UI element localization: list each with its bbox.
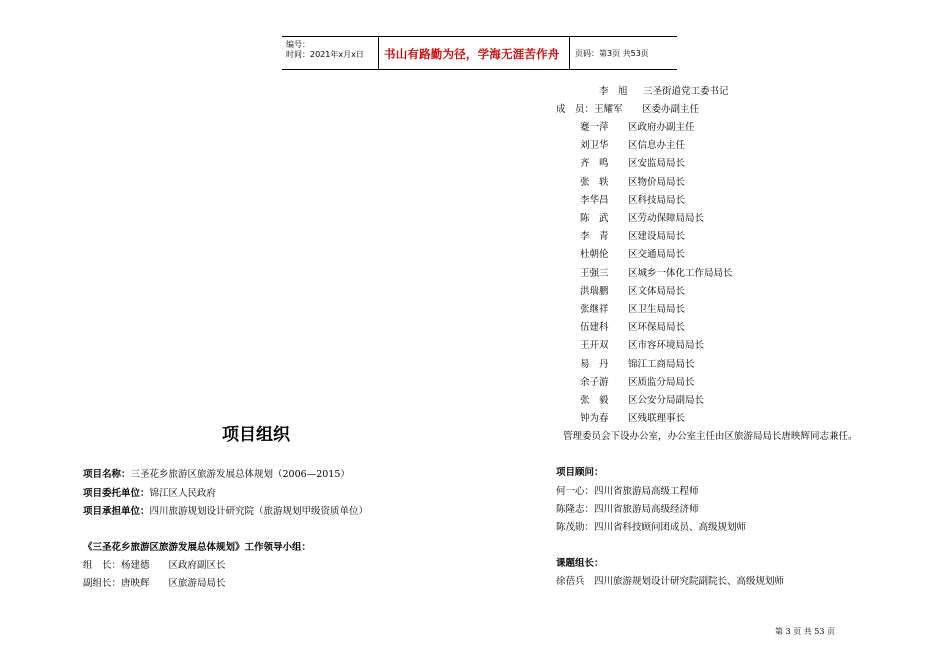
project-name-label: 项目名称： — [83, 469, 131, 480]
header-number: 编号： — [286, 40, 310, 49]
member-name: 蹇一萍 — [580, 122, 609, 133]
member-role: 区委办副主任 — [642, 104, 700, 115]
page-title: 项目组织 — [222, 425, 290, 445]
header-motto-cell — [379, 37, 570, 69]
member-row — [580, 322, 685, 334]
member-role: 区文体局局长 — [628, 285, 686, 297]
member-row — [580, 140, 685, 152]
member-name: 王开双 — [580, 340, 609, 352]
member-row — [580, 395, 704, 407]
member-row — [580, 158, 685, 170]
header-page-cell — [570, 37, 677, 69]
member-role: 区信息办主任 — [628, 140, 686, 152]
member-row — [580, 286, 685, 298]
page-header — [282, 36, 677, 70]
member-row-first — [599, 86, 729, 98]
member-name: 张继祥 — [580, 304, 609, 315]
member-role: 锦江工商局局长 — [628, 358, 695, 370]
contractor-label: 项目承担单位： — [83, 506, 150, 517]
office-note: 管理委员会下设办公室，办公室主任由区旅游局局长唐映辉同志兼任。 — [563, 431, 858, 442]
member-name: 齐 鸣 — [580, 158, 609, 170]
member-role: 区残联理事长 — [628, 413, 686, 425]
member-role: 三圣街道党工委书记 — [643, 86, 729, 97]
member-name: 张 毅 — [580, 395, 609, 406]
members-row-header — [556, 104, 699, 116]
member-role: 区劳动保障局局长 — [628, 213, 705, 224]
project-name-row — [83, 469, 350, 481]
advisor-1: 何一心：四川省旅游局高级工程师 — [556, 486, 699, 497]
member-name: 杜朝伦 — [580, 249, 609, 261]
member-row — [580, 122, 695, 134]
member-name: 刘卫华 — [580, 140, 609, 152]
member-name: 钟为春 — [580, 413, 609, 425]
member-row — [580, 249, 685, 261]
member-row — [580, 340, 704, 352]
member-role: 区市容环境局局长 — [628, 340, 705, 352]
member-row — [580, 231, 685, 243]
leader: 徐蓓兵 四川旅游规划设计研究院副院长、高级规划师 — [556, 576, 785, 587]
header-time: 时间：2021年x月x日 — [286, 50, 364, 59]
member-role: 区科技局局长 — [628, 194, 686, 206]
advisors-title: 项目顾问： — [556, 467, 604, 478]
member-role: 区卫生局局长 — [628, 304, 686, 315]
member-role: 区质监分局局长 — [628, 376, 695, 388]
member-row — [580, 213, 704, 225]
client-label: 项目委托单位： — [83, 488, 150, 499]
member-role: 区公安分局副局长 — [628, 395, 705, 406]
member-name: 洪瑞鹏 — [580, 285, 609, 297]
member-role: 区城乡一体化工作局局长 — [628, 267, 733, 279]
member-name: 张 轶 — [580, 176, 609, 188]
advisor-2: 陈隆志：四川省旅游局高级经济师 — [556, 504, 699, 515]
header-page-number: 页码：第3页 共53页 — [575, 49, 649, 58]
member-row — [580, 377, 695, 389]
contractor: 四川旅游规划设计研究院（旅游规划甲级资质单位） — [149, 506, 369, 517]
member-name: 陈 武 — [580, 213, 609, 224]
client: 锦江区人民政府 — [149, 488, 217, 499]
member-role: 区物价局局长 — [628, 176, 686, 188]
member-role: 区交通局局长 — [628, 249, 686, 261]
group-title: 《三圣花乡旅游区旅游发展总体规划》工作领导小组： — [83, 542, 312, 553]
member-role: 区政府办副主任 — [628, 122, 695, 133]
advisor-3: 陈茂勋：四川省科技顾问团成员、高级规划师 — [556, 522, 747, 533]
member-name: 余子游 — [580, 376, 609, 388]
member-name: 李华昌 — [580, 194, 609, 206]
member-row — [580, 177, 685, 189]
leader-title: 课题组长： — [556, 558, 604, 569]
member-role: 区安监局局长 — [628, 158, 686, 170]
member-role: 区建设局局长 — [628, 231, 686, 243]
member-name: 王强三 — [580, 267, 609, 279]
member-role: 区环保局局长 — [628, 322, 686, 334]
group-leader: 组 长：杨建德 区政府副区长 — [83, 560, 226, 571]
member-row — [580, 359, 695, 371]
member-row — [580, 304, 685, 316]
member-name: 伍建科 — [580, 322, 609, 334]
member-name: 王耀军 — [594, 104, 623, 115]
member-name: 李 旭 — [599, 86, 628, 97]
header-motto: 书山有路勤为径，学海无涯苦作舟 — [384, 47, 560, 61]
contractor-row — [83, 506, 368, 518]
member-row — [580, 413, 685, 425]
page-footer: 第 3 页 共 53 页 — [775, 627, 835, 636]
group-deputy: 副组长：唐映辉 区旅游局局长 — [83, 578, 226, 589]
member-name: 易 丹 — [580, 358, 609, 370]
member-name: 李 青 — [580, 231, 609, 243]
member-row — [580, 195, 685, 207]
header-info-cell — [282, 37, 379, 69]
client-row — [83, 488, 216, 500]
project-name: 三圣花乡旅游区旅游发展总体规划（2006—2015） — [130, 469, 350, 480]
member-row — [580, 268, 733, 280]
members-prefix: 成 员： — [556, 104, 595, 115]
